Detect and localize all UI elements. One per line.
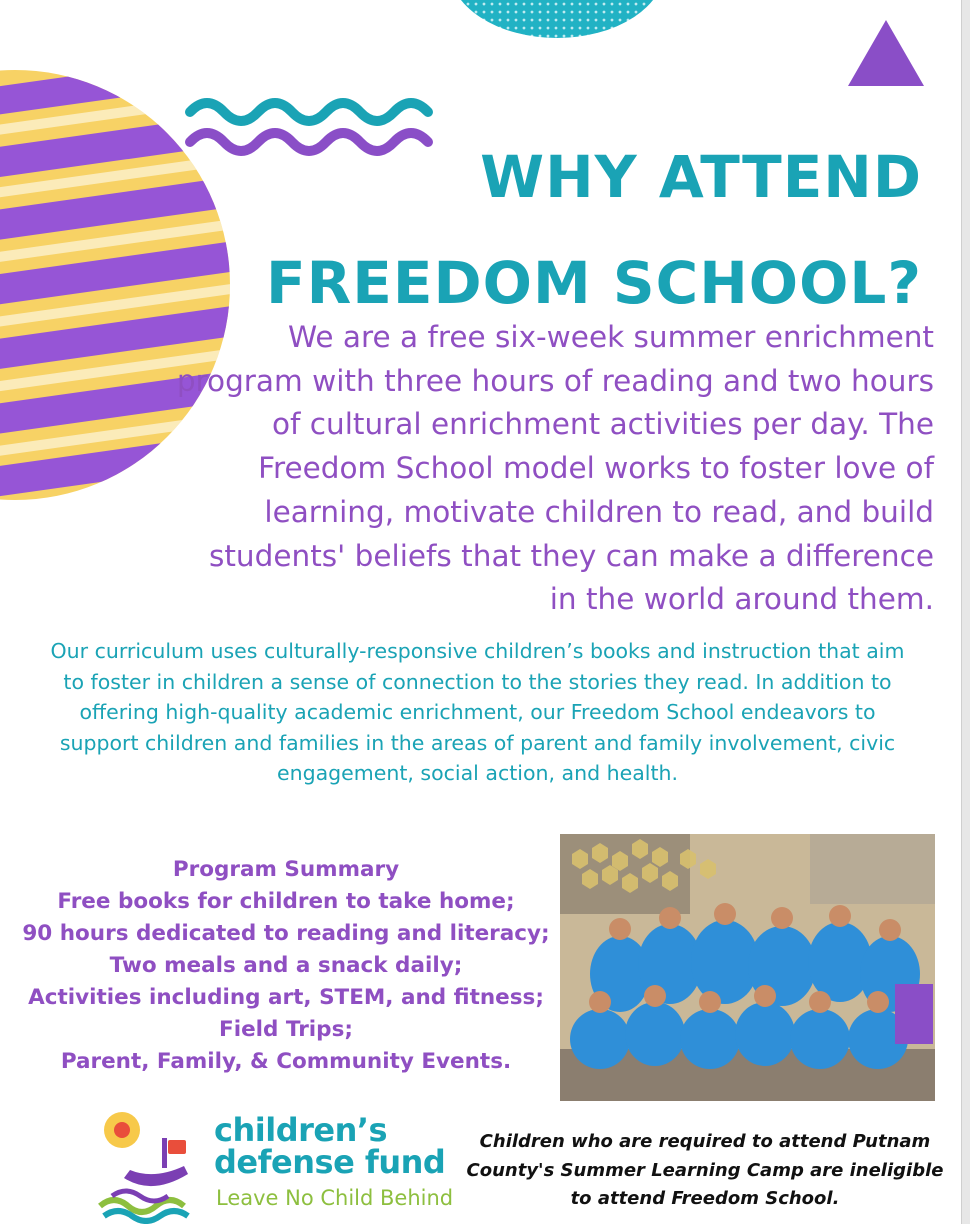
triangle-icon [848,20,924,86]
group-photo [560,834,935,1101]
list-item: Activities including art, STEM, and fitness; [28,985,544,1010]
childrens-defense-fund-logo [92,1108,462,1224]
logo-name-line1: children’s [214,1111,388,1149]
program-summary-heading: Program Summary [172,857,400,882]
lead-paragraph: We are a free six-week summer enrichment program with three hours of reading and two hours of cultural enrichment activities per day. The Freedom School model works to foster love of learning, motivate children to read, and build students' beliefs that they can make a difference in the world around them. [176,320,934,617]
page-title: WHY ATTEND FREEDOM SCHOOL? [266,143,922,317]
logo-wordmark [214,1111,446,1181]
list-item: 90 hours dedicated to reading and literacy; [22,921,550,946]
page-edge [962,0,970,1224]
page-edge-line [961,0,962,1224]
curriculum-paragraph: Our curriculum uses culturally-responsive children’s books and instruction that aim to foster in children a sense of connection to the stories they read. In addition to offering high-quality academic enrichment, our Freedom School endeavors to support children and families in the areas of parent and family involvement, civic engagement, social action, and health. [50,639,905,785]
program-summary-list [10,886,562,1078]
list-item: Free books for children to take home; [57,889,515,914]
program-summary [10,854,562,1078]
list-item: Two meals and a snack daily; [109,953,463,978]
logo-tagline: Leave No Child Behind [216,1186,454,1210]
dotted-semicircle-icon [440,0,680,40]
list-item: Parent, Family, & Community Events. [60,1049,512,1074]
list-item: Field Trips; [219,1017,353,1042]
boat-logo-icon [92,1108,212,1224]
eligibility-notice: Children who are required to attend Putnam County's Summer Learning Camp are ineligible to attend Freedom School. [466,1131,944,1209]
logo-name-line2: defense fund [214,1143,446,1181]
